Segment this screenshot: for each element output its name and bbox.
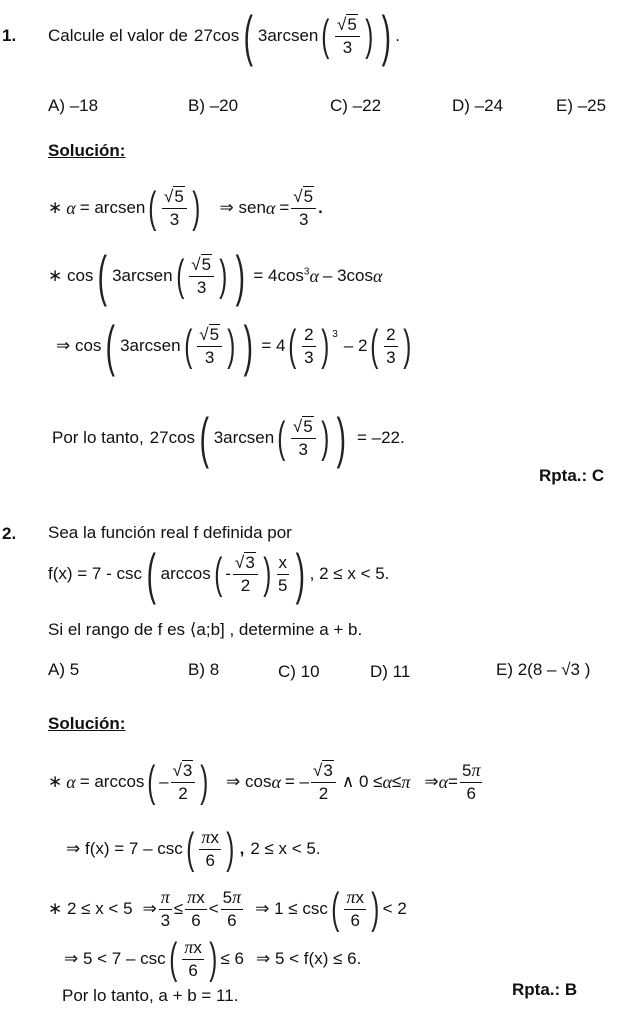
option-d: D) 11	[370, 662, 411, 681]
answer-label: Rpta.: C	[539, 466, 605, 485]
conclusion: Por lo tanto, 27cos ( 3arcsen ( $\frac{√5}{3}$ ) ) = –22.	[52, 406, 405, 469]
option-c: C) –22	[330, 96, 382, 115]
option-a: A) –18	[48, 96, 99, 115]
answer-label: Rpta.: B	[512, 980, 578, 999]
problem-statement: Calcule el valor de 27cos ( 3arcsen ( $\frac{√5}{3}$ ) ) .	[48, 4, 400, 67]
option-e: E) –25	[556, 96, 607, 115]
problem-number: 1.	[2, 26, 17, 45]
function-definition: f(x) = 7 - csc ( arccos ( - $\frac{√3}{2}$ ) $\frac{x}{5}$ ) , 2 ≤ x < 5.	[48, 542, 390, 605]
solution-step: ⇒ cos ( 3arcsen ( $\frac{√5}{3}$ ) ) = 4 ( $\frac{2}{3}$ ) $^3$ – 2 ( $\frac{2}{3}$ )	[56, 314, 411, 377]
solution-heading: Solución:	[48, 714, 126, 733]
option-e: E) 2(8 – √3 )	[496, 660, 591, 679]
question-text: Calcule el valor de	[48, 26, 188, 45]
solution-step: ⇒ f(x) = 7 – csc ( $\frac{\pi x}{6}$ ) , 2 ≤ x < 5.	[66, 824, 321, 873]
problem-number: 2.	[2, 524, 17, 543]
option-c: C) 10	[278, 662, 320, 681]
conclusion-text: Por lo tanto, a + b = 11.	[62, 986, 239, 1005]
solution-step: ∗ α = arcsen ( $\frac{√5}{3}$ ) ⇒ sen α = $\frac{√5}{3}$ .	[48, 183, 323, 232]
solution-step: ∗ cos ( 3arcsen ( $\frac{√5}{3}$ ) ) = $4\cos^3$ α – 3cos α	[48, 244, 383, 307]
option-b: B) 8	[188, 660, 220, 679]
solution-step: ∗ α = arccos ( – $\frac{√3}{2}$ ) ⇒ cos α = – $\frac{√3}{2}$ ∧ 0 ≤ α ≤ π ⇒ α = $\frac{5\pi}{6}$	[48, 757, 481, 806]
range-text: Si el rango de f es ⟨a;b] , determine a + b.	[48, 620, 363, 639]
option-a: A) 5	[48, 660, 80, 679]
conclusion-text: Por lo tanto,	[52, 428, 144, 447]
question-text: Sea la función real f definida por	[48, 523, 292, 542]
domain-text: , 2 ≤ x < 5.	[309, 564, 390, 583]
option-d: D) –24	[452, 96, 504, 115]
solution-heading: Solución:	[48, 141, 126, 160]
option-b: B) –20	[188, 96, 239, 115]
solution-step: ⇒ 5 < 7 – csc ( $\frac{\pi x}{6}$ ) ≤ 6 ⇒ 5 < f(x) ≤ 6.	[64, 934, 362, 983]
conclusion-result: = –22.	[356, 428, 405, 447]
solution-step: ∗ 2 ≤ x < 5 ⇒ $\frac{\pi}{3}$ ≤ $\frac{\pi x}{6}$ < $\frac{5\pi}{6}$ ⇒ 1 ≤ csc ( $\frac{\pi x}{6}$ ) < 2	[48, 884, 407, 933]
